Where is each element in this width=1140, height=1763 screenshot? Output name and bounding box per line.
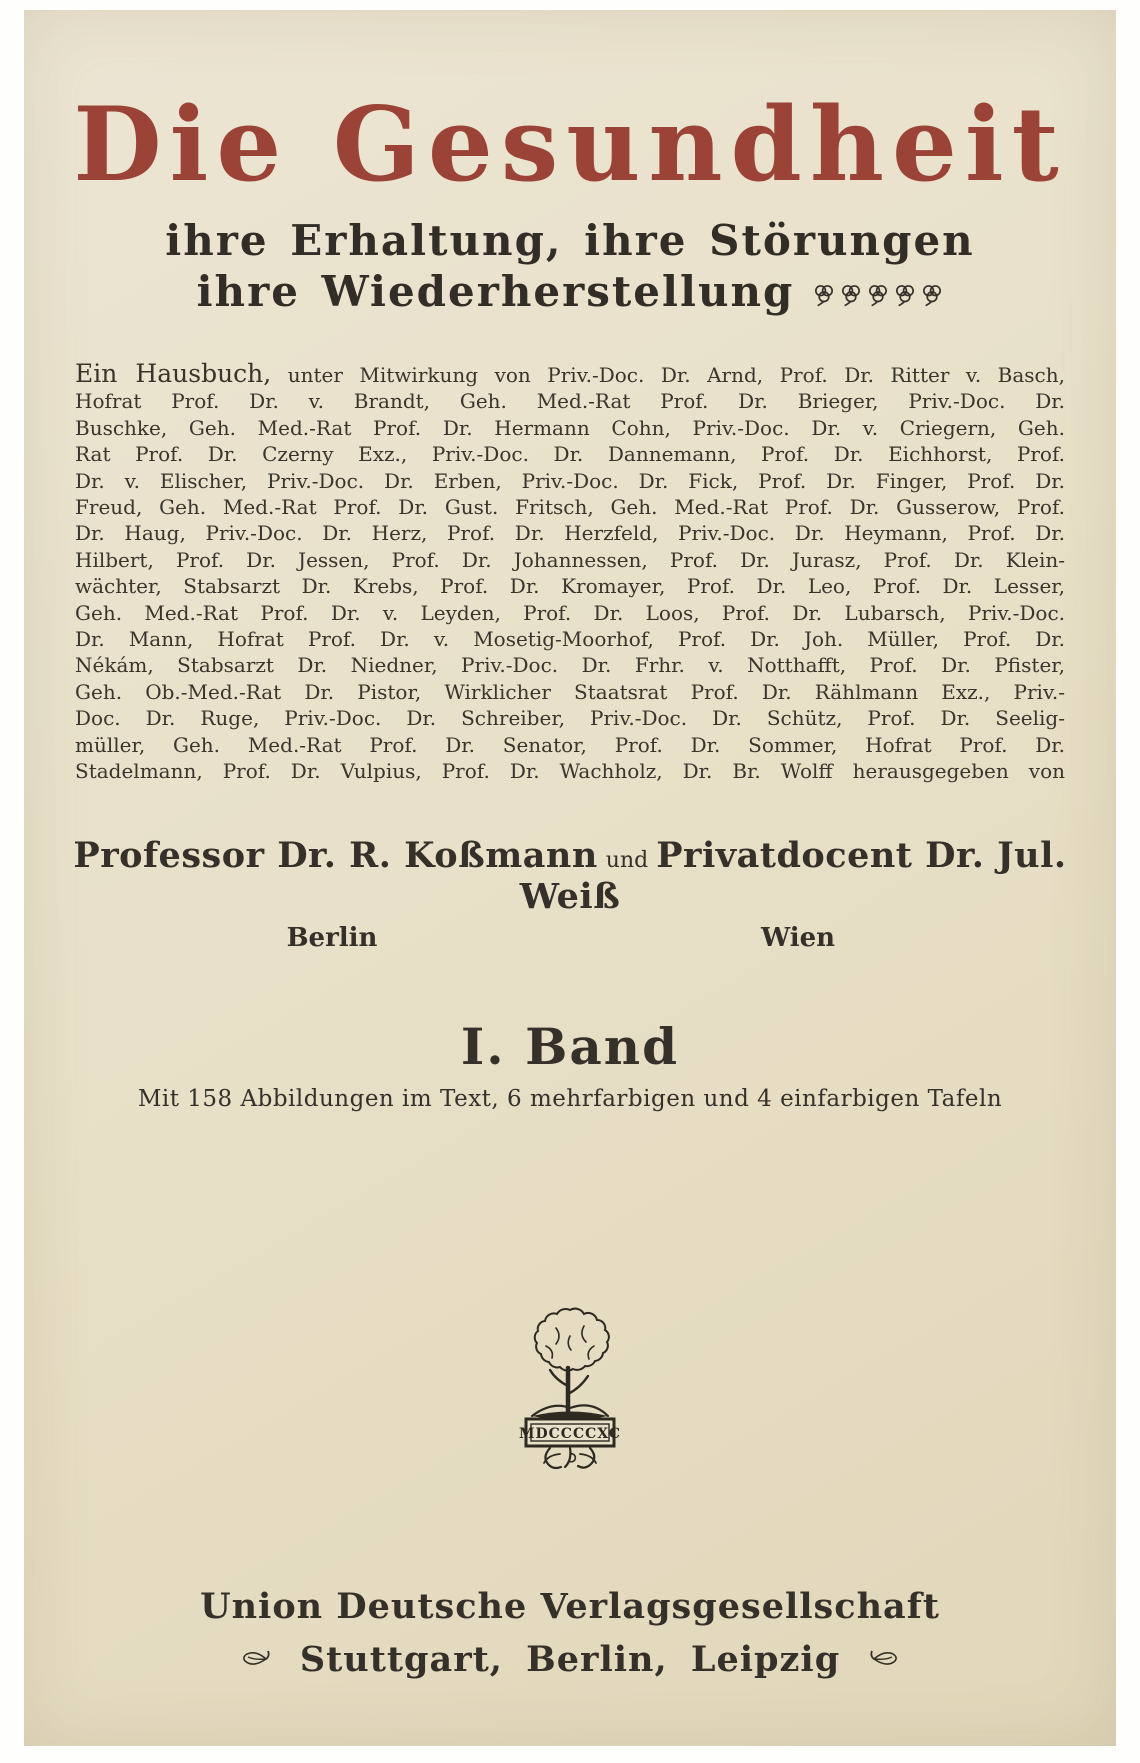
contributor-line: Geh. Ob.-Med.-Rat Dr. Pistor, Wirklicher Staatsrat Prof. Dr. Rählmann Exz., Priv.-: [75, 679, 1065, 704]
editor-cities: [24, 923, 1116, 953]
clover-ornament-icon: [840, 284, 862, 308]
clover-ornament-icon: [894, 284, 916, 308]
contributor-line: Stadelmann, Prof. Dr. Vulpius, Prof. Dr. Wachholz, Dr. Br. Wolff herausgegeben von: [75, 759, 1065, 784]
editor-left-name: Professor Dr. R. Koßmann: [73, 834, 598, 876]
contributor-line: Nékám, Stabsarzt Dr. Niedner, Priv.-Doc. Dr. Frhr. v. Notthafft, Prof. Dr. Pfister,: [75, 653, 1065, 678]
contributor-line: Hilbert, Prof. Dr. Jessen, Prof. Dr. Johannessen, Prof. Dr. Jurasz, Prof. Dr. Klein-: [75, 547, 1065, 572]
contributor-line: wächter, Stabsarzt Dr. Krebs, Prof. Dr. Kromayer, Prof. Dr. Leo, Prof. Dr. Lesser,: [75, 574, 1065, 599]
editor-right-city: Wien: [760, 922, 836, 953]
contributor-line: Dr. Mann, Hofrat Prof. Dr. v. Mosetig-Moorhof, Prof. Dr. Joh. Müller, Prof. Dr.: [75, 627, 1065, 652]
editors-line: [24, 835, 1116, 917]
contributor-line: Dr. v. Elischer, Priv.-Doc. Dr. Erben, Priv.-Doc. Dr. Fick, Prof. Dr. Finger, Prof. Dr.: [75, 468, 1065, 493]
volume-heading: I. Band: [460, 1016, 680, 1076]
contributor-line: Buschke, Geh. Med.-Rat Prof. Dr. Hermann Cohn, Priv.-Doc. Dr. v. Criegern, Geh.: [75, 415, 1065, 440]
leaf-ornament-left-icon: [240, 1648, 270, 1670]
contributor-line: Ein Hausbuch, unter Mitwirkung von Priv.-Doc. Dr. Arnd, Prof. Dr. Ritter v. Basch,: [75, 359, 1065, 389]
clover-ornament-icon: [813, 284, 835, 308]
hausbuch-lead: Ein Hausbuch,: [75, 359, 272, 389]
publisher-cities-line: [24, 1639, 1116, 1680]
clover-ornament-icon: [867, 284, 889, 308]
contributor-line: Doc. Dr. Ruge, Priv.-Doc. Dr. Schreiber, Priv.-Doc. Dr. Schütz, Prof. Dr. Seelig-: [75, 706, 1065, 731]
book-title: Die Gesundheit: [73, 85, 1067, 205]
contributor-line: müller, Geh. Med.-Rat Prof. Dr. Senator, Prof. Dr. Sommer, Hofrat Prof. Dr.: [75, 732, 1065, 757]
contributor-line: Dr. Haug, Priv.-Doc. Dr. Herz, Prof. Dr. Herzfeld, Priv.-Doc. Dr. Heymann, Prof. Dr.: [75, 521, 1065, 546]
publisher-name: Union Deutsche Verlagsgesellschaft: [200, 1585, 940, 1627]
book-subtitle: [24, 215, 1116, 317]
conjunction: und: [605, 847, 649, 873]
illustrations-note: Mit 158 Abbildungen im Text, 6 mehrfarbigen und 4 einfarbigen Tafeln: [137, 1085, 1003, 1112]
editor-left-city: Berlin: [286, 922, 378, 953]
title-page: [24, 10, 1116, 1746]
leaf-ornament-right-icon: [870, 1648, 900, 1670]
contributor-line: Geh. Med.-Rat Prof. Dr. v. Leyden, Prof. Dr. Loos, Prof. Dr. Lubarsch, Priv.-Doc.: [75, 600, 1065, 625]
publisher-cities-text: Stuttgart, Berlin, Leipzig: [299, 1638, 841, 1680]
contributor-line: Hofrat Prof. Dr. v. Brandt, Geh. Med.-Rat Prof. Dr. Brieger, Priv.-Doc. Dr.: [75, 389, 1065, 414]
subtitle-line-2: ihre Wiederherstellung: [24, 266, 1116, 317]
contributor-line: Rat Prof. Dr. Czerny Exz., Priv.-Doc. Dr. Dannemann, Prof. Dr. Eichhorst, Prof.: [75, 442, 1065, 467]
clover-ornament-icon: [921, 284, 943, 308]
contributor-line: Freud, Geh. Med.-Rat Prof. Dr. Gust. Fritsch, Geh. Med.-Rat Prof. Dr. Gusserow, Prof.: [75, 495, 1065, 520]
printer-mark-year: MDCCCCXC: [519, 1425, 621, 1442]
editor-right-name: Privatdocent Dr. Jul. Weiß: [519, 834, 1067, 917]
subtitle-line-1: ihre Erhaltung, ihre Störungen: [165, 215, 975, 265]
contributors-paragraph: [75, 361, 1065, 785]
clover-ornaments: [808, 267, 943, 316]
printer-mark: [24, 1302, 1116, 1502]
oak-tree-emblem-icon: [504, 1302, 636, 1498]
